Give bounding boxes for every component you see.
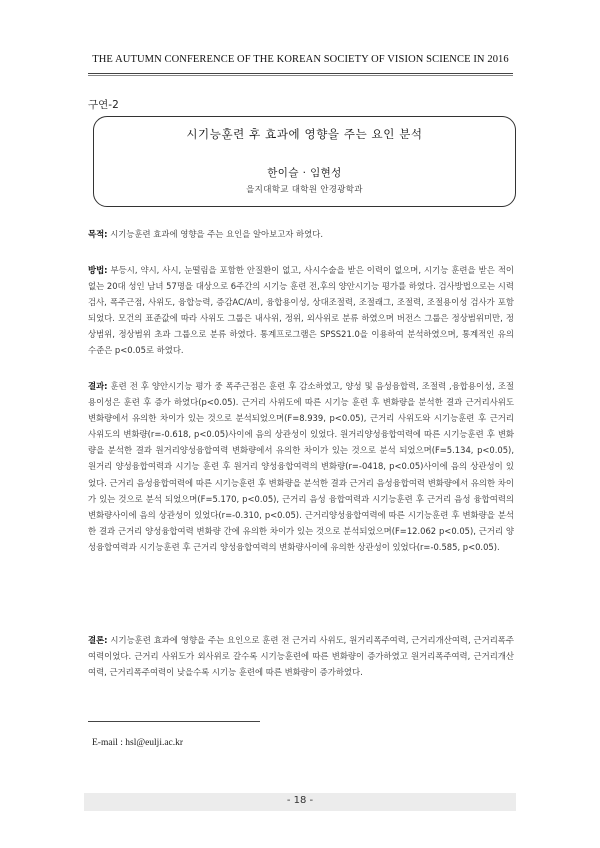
methods-text: 부등시, 약시, 사시, 눈떨림을 포함한 안질환이 없고, 사시수술을 받은 이력이 없으며, 시기능 훈련을 받은 적이 없는 20대 성인 남녀 57명을 대상으로 6주간의 시기능 훈련 전,후의 양안시기능 평가를 하였다. 검사방법으로는 시력검사, 폭주근점, 사위도, 융합능력, 증감AC/A비, 융합용이성, 상대조절력, 조절래그, 조절력, 조절용이성 검사가 포함되었다. 모건의 표준값에 따라 사위도 그룹은 내사위, 정위, 외사위로 분류 하였으며 버전스 그룹은 정상범위미만, 정상범위, 정상범위 초과 그룹으로 분류 하였다. 통계프로그램은 SPSS21.0을 이용하여 분석하였으며, 통계적인 유의 수준은 p<0.05로 하였다. <box>88 265 514 356</box>
page-footer <box>84 793 516 811</box>
conclusion-section <box>88 632 514 680</box>
results-section <box>88 378 514 555</box>
purpose-text: 시기능훈련 효과에 영향을 주는 요인을 알아보고자 하였다. <box>107 229 323 239</box>
footnote-divider <box>88 721 260 722</box>
abstract-title: 시기능훈련 후 효과에 영향을 주는 요인 분석 <box>186 127 423 141</box>
conclusion-label: 결론: <box>88 635 108 645</box>
affiliation: 을지대학교 대학원 안경광학과 <box>246 185 363 195</box>
email-footnote: E-mail : hsl@eulji.ac.kr <box>92 738 184 748</box>
results-label: 결과: <box>88 381 108 391</box>
header-divider-thin <box>88 75 513 76</box>
conference-header: THE AUTUMN CONFERENCE OF THE KOREAN SOCIETY OF VISION SCIENCE IN 2016 <box>92 54 509 65</box>
session-id: 구연-2 <box>88 99 119 111</box>
methods-section <box>88 262 514 359</box>
purpose-label: 목적: <box>88 229 108 239</box>
title-box <box>93 116 516 207</box>
purpose-section <box>88 226 514 242</box>
header-divider <box>88 73 513 74</box>
conclusion-text: 시기능훈련 효과에 영향을 주는 요인으로 훈련 전 근거리 사위도, 원거리폭주여력, 근거리개산여력, 근거리폭주여력이었다. 근거리 사위도가 외사위로 갈수록 시기능훈련에 따른 변화량이 증가하였고 원거리폭주여력, 근거리개산여력, 근거리폭주여력이 낮을수록 시기능 훈련에 따른 변화량이 증가하였다. <box>88 635 514 678</box>
results-text: 훈련 전 후 양안시기능 평가 중 폭주근점은 훈련 후 감소하였고, 양성 및 음성융합력, 조절력 ,융합용이성, 조절용이성은 훈련 후 증가 하였다(p<0.05). 근거리 사위도에 따른 시기능 훈련 후 변화량을 분석한 결과 근거리사위도 변화량에서 유의한 차이가 있는 것으로 분석되었으며(F=8.939, p<0.05), 근거리 사위도와 시기능훈련 후 근거리 사위도의 변화량(r=-0.618, p<0.05)사이에 음의 상관성이 있었다. 원거리양성융합여력에 따른 시기능훈련 후 변화량을 분석한 결과 원거리양성융합여력 변화량에서 유의한 차이가 있는 것으로 분석 되었으며(F=5.134, p<0.05), 원거리 양성융합여력과 시기능 훈련 후 원거리 양성융합여력의 변화량(r=-0418, p<0.05)사이에 음의 상관성이 있었다. 근거리 음성융합여력에 따른 시기능훈련 후 변화량을 분석한 결과 근거리 음성융합여력 변화량에서 유의한 차이가 있는 것으로 분석 되었으며(F=5.170, p<0.05), 근거리 음성 융합여력과 시기능훈련 후 근거리 음성 융합여력의 변화량사이에 음의 상관성이 있었다(r=-0.310, p<0.05). 근거리양성융합여력에 따른 시기능훈련 후 변화량을 분석한 결과 근거리 양성융합여력 변화량 간에 유의한 차이가 있는 것으로 분석되었으며(F=12.062 p<0.05), 근거리 양성융합여력과 시기능훈련 후 근거리 양성융합여력의 변화량사이에 유의한 상관성이 있었다(r=-0.585, p<0.05). <box>88 381 514 552</box>
authors: 한이슬 · 임현성 <box>267 167 342 179</box>
page-number: - 18 - <box>286 795 314 806</box>
methods-label: 방법: <box>88 265 108 275</box>
